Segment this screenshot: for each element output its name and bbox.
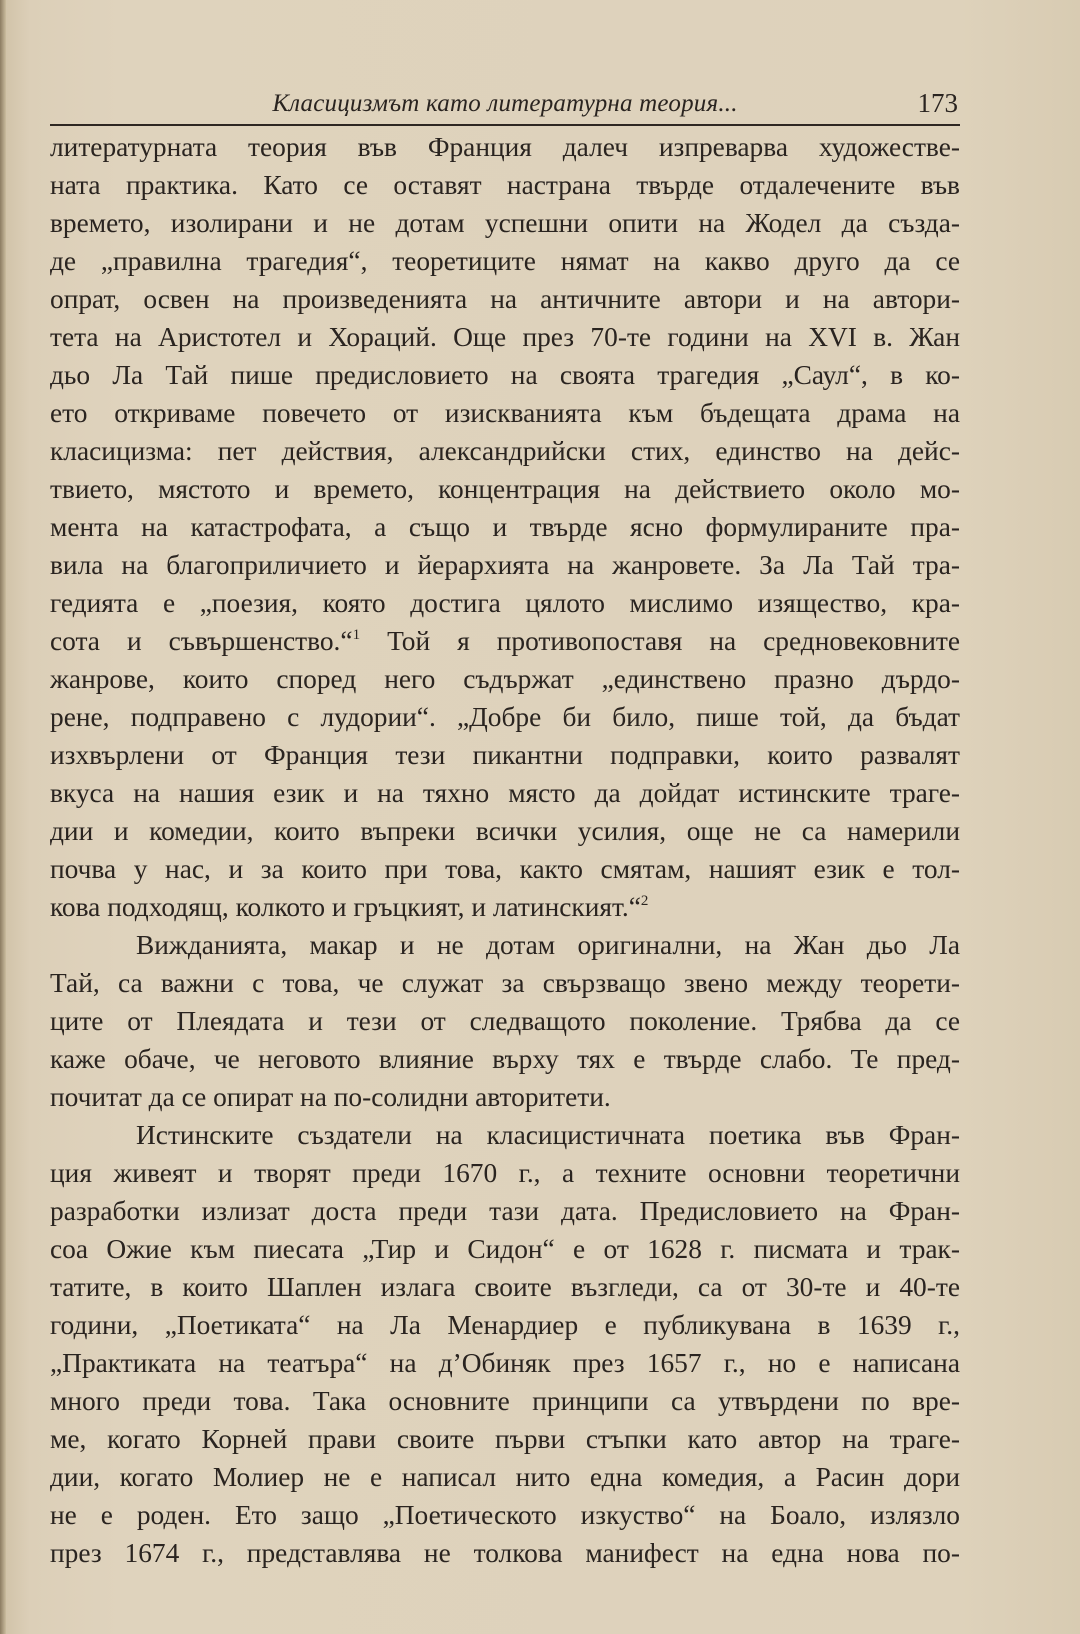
text-line: ето откриваме повечето от изискванията към бъдещата драма на [50,398,960,428]
text-line: татите, в които Шаплен излага своите възгледи, са от 30-те и 40-те [50,1272,960,1302]
text-line: ците от Плеядата и тези от следващото поколение. Трябва да се [50,1006,960,1036]
running-header [50,88,960,126]
text-line: ната практика. Като се оставят настрана твърде отдалечените във [50,170,960,200]
text-line: класицизма: пет действия, александрийски стих, единство на дейс- [50,436,960,466]
text-line: Истинските създатели на класицистичната поетика във Фран- [136,1120,960,1150]
text-line: почитат да се опират на по-солидни авторитети. [50,1082,611,1112]
text-segment: сота и съвършенство.“ [50,626,353,656]
text-line: времето, изолирани и не дотам успешни опити на Жодел да създа- [50,208,960,238]
text-line: жанрове, които според него съдържат „единствено празно дърдо- [50,664,960,694]
footnote-mark[interactable]: 1 [352,627,361,643]
paragraph-2 [50,926,960,1116]
body-text [50,128,960,1572]
text-line: ция живеят и творят преди 1670 г., а техните основни теоретични [50,1158,960,1188]
text-line: вила на благоприличието и йерархията на жанровете. За Ла Тай тра- [50,550,960,580]
text-line: почва у нас, и за които при това, както смятам, нашият език е тол- [50,854,960,884]
running-title: Класицизмът като литературна теория... [272,90,738,117]
text-line: дии, когато Молиер не е написал нито една комедия, а Расин дори [50,1462,960,1492]
text-line: Вижданията, макар и не дотам оригинални, на Жан дьо Ла [136,930,960,960]
text-line: години, „Поетиката“ на Ла Менардиер е публикувана в 1639 г., [50,1310,960,1340]
text-line: рене, подправено с лудории“. „Добре би било, пише той, да бъдат [50,702,960,732]
text-line: много преди това. Така основните принципи са утвърдени по вре- [50,1386,960,1416]
text-line: Тай, са важни с това, че служат за свързващо звено между теорети- [50,968,960,998]
text-line: опрат, освен на произведенията на античните автори и на автори- [50,284,960,314]
text-line: изхвърлени от Франция тези пикантни подправки, които развалят [50,740,960,770]
text-line: каже обаче, че неговото влияние върху тях е твърде слабо. Те пред- [50,1044,960,1074]
text-line: „Практиката на театъра“ на д’Обиняк през 1657 г., но е написана [50,1348,960,1378]
text-line: гедията е „поезия, която достига цялото мислимо изящество, кра- [50,588,960,618]
text-line: тета на Аристотел и Хораций. Още през 70-те години на XVI в. Жан [50,322,960,352]
text-line: не е роден. Ето защо „Поетическото изкуство“ на Боало, излязло [50,1500,960,1530]
text-line-with-footnote [50,888,960,926]
text-line: дьо Ла Тай пише предисловието на своята трагедия „Саул“, в ко- [50,360,960,390]
text-segment: кова подходящ, колкото и гръцкият, и латинският.“ [50,892,641,922]
text-line: де „правилна трагедия“, теоретиците нямат на какво друго да се [50,246,960,276]
paragraph-3 [50,1116,960,1572]
text-line: твието, мястото и времето, концентрация на действието около мо- [50,474,960,504]
text-line: вкуса на нашия език и на тяхно място да дойдат истинските траге- [50,778,960,808]
paragraph-1 [50,128,960,926]
text-line: ме, когато Корней прави своите първи стъпки като автор на траге- [50,1424,960,1454]
page-number: 173 [917,88,958,118]
text-line: соа Ожие към пиесата „Тир и Сидон“ е от 1628 г. писмата и трак- [50,1234,960,1264]
text-line: през 1674 г., представлява не толкова манифест на една нова по- [50,1538,960,1568]
text-line: дии и комедии, които въпреки всички усилия, още не са намерили [50,816,960,846]
text-line: литературната теория във Франция далеч изпреварва художестве- [50,132,960,162]
page-binding-edge [0,0,6,1634]
text-line: разработки излизат доста преди тази дата. Предисловието на Фран- [50,1196,960,1226]
text-line: мента на катастрофата, а също и твърде ясно формулираните пра- [50,512,960,542]
footnote-mark[interactable]: 2 [640,893,649,909]
text-segment: Той я противопоставя на средновековните [360,626,960,656]
text-line-with-footnote [50,622,960,660]
